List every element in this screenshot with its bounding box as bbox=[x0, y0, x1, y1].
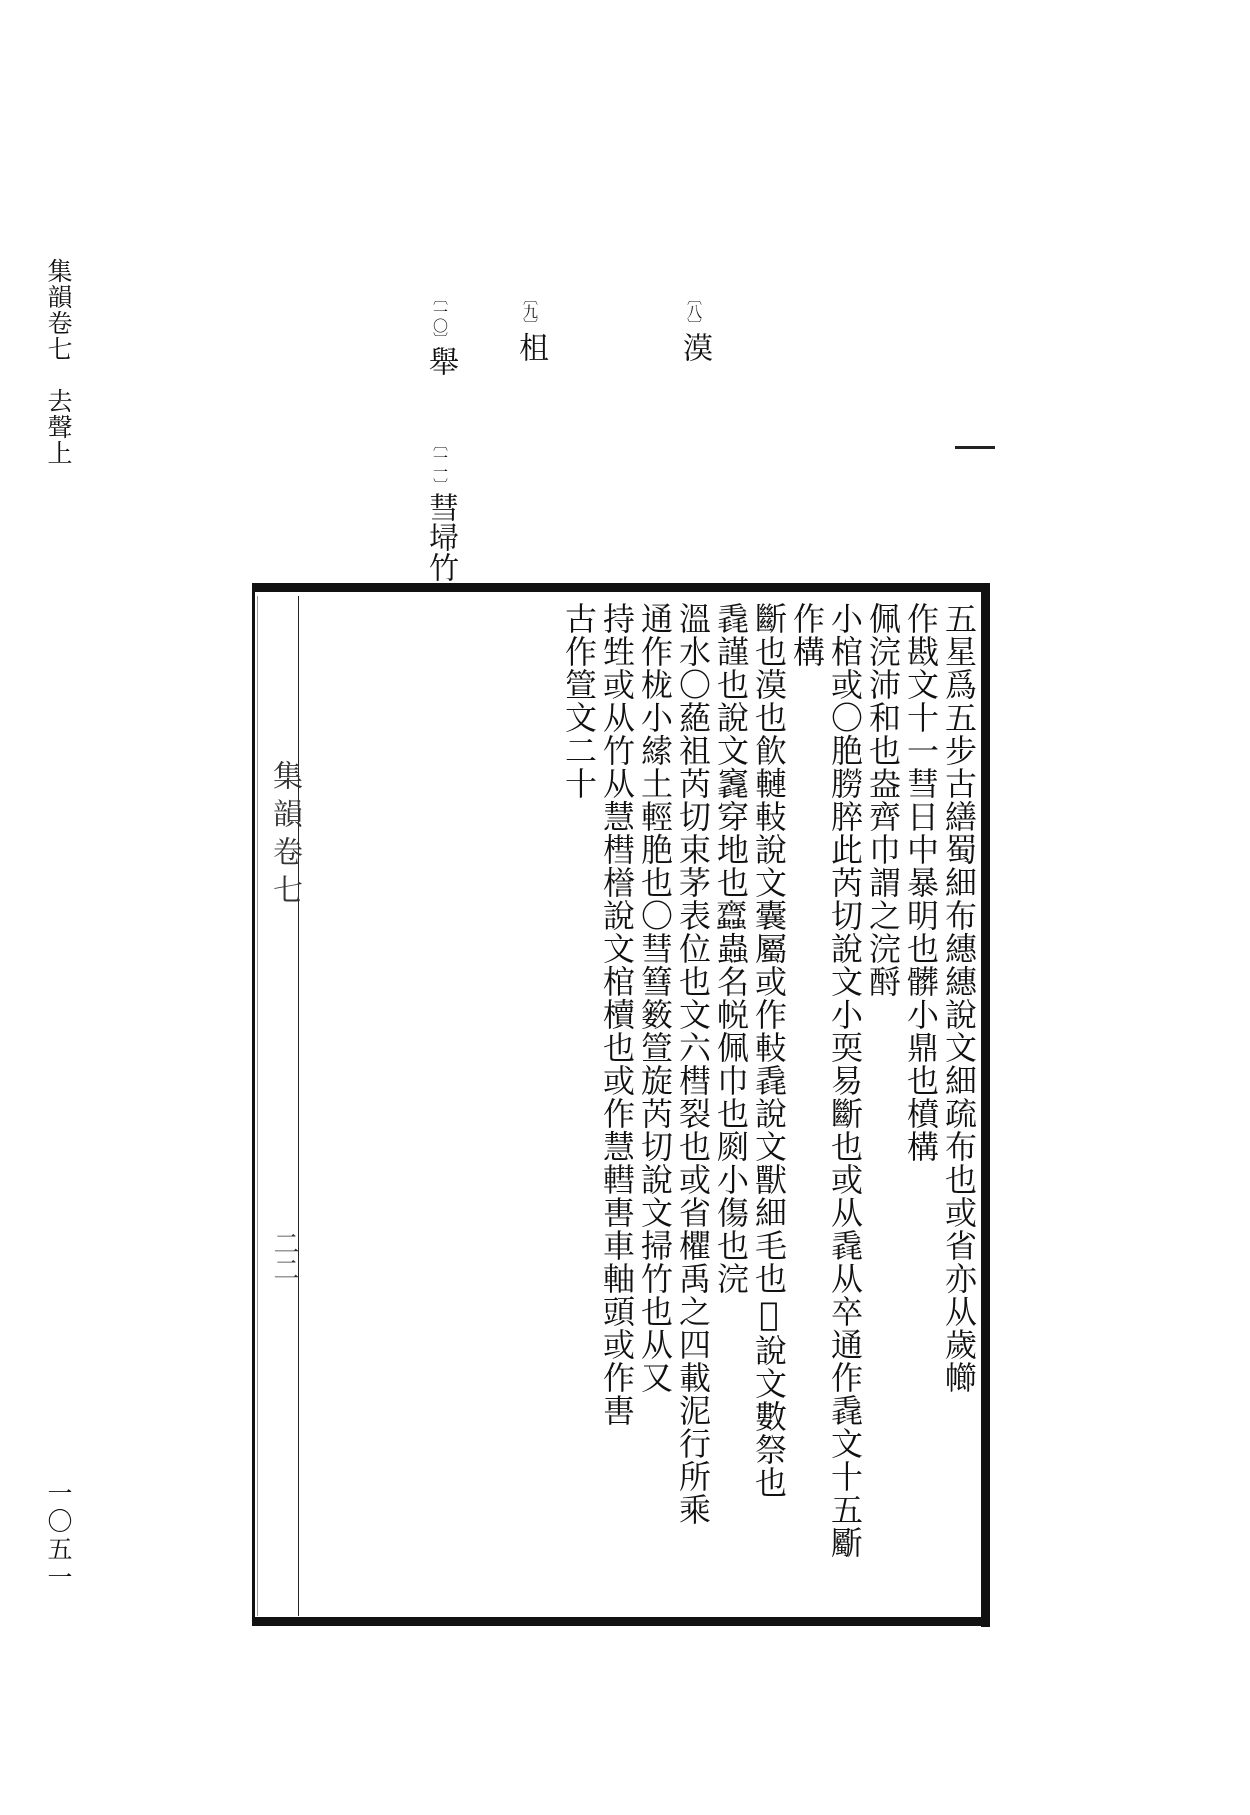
text-column bbox=[674, 596, 712, 1616]
column-text: 毳謹也說文竁穿地也𧖊蟲名帨佩巾也㓹小傷也浣 bbox=[712, 602, 750, 1295]
spine-title: 集韻卷七 bbox=[267, 760, 302, 912]
text-column bbox=[750, 596, 788, 1616]
collation-note-8 bbox=[672, 290, 716, 362]
column-text: 古作箮文二十 bbox=[560, 602, 598, 800]
collation-note-11 bbox=[418, 436, 462, 582]
frame-border-bottom bbox=[252, 1617, 990, 1626]
running-head: 集韻卷七 去聲上 bbox=[44, 258, 73, 466]
column-text: 持甡或从竹从慧槥𣚞說文棺櫝也或作慧轊軎車軸頭或作軎 bbox=[598, 602, 636, 1427]
collation-note-10 bbox=[418, 290, 462, 376]
text-column bbox=[560, 596, 598, 1616]
column-text: 通作栊小䌇土輕脃也〇彗篲䉤箮旋芮切說文掃竹也从又 bbox=[636, 602, 674, 1394]
text-column bbox=[788, 596, 826, 1616]
text-column bbox=[864, 596, 902, 1616]
note-tag: 〔一〇〕 bbox=[431, 290, 449, 346]
note-text: 彗埽竹 bbox=[423, 492, 458, 582]
column-text: 五星爲五步古繕蜀細布繐繐說文細疏布也或省亦从歲幯 bbox=[940, 602, 978, 1394]
note-text: 柤 bbox=[513, 332, 548, 362]
frame-border-right bbox=[981, 583, 990, 1627]
page-number: 一〇五一 bbox=[44, 1480, 73, 1592]
text-column bbox=[902, 596, 940, 1616]
column-text: 作構 bbox=[788, 602, 826, 668]
text-column bbox=[598, 596, 636, 1616]
main-text-block bbox=[294, 596, 978, 1616]
spine-number: 二二 bbox=[269, 1230, 299, 1282]
text-column bbox=[636, 596, 674, 1616]
text-column bbox=[940, 596, 978, 1616]
column-text: 溫水〇蕝祖芮切束茅表位也文六槥裂也或省欋禹之四載泥行所乘 bbox=[674, 602, 712, 1526]
note-text: 漠 bbox=[677, 332, 712, 362]
margin-mark bbox=[955, 446, 995, 449]
text-column bbox=[712, 596, 750, 1616]
note-text: 舉 bbox=[423, 346, 458, 376]
collation-note-9 bbox=[508, 290, 552, 362]
column-text: 佩浣沛和也盎齊巾謂之浣酹 bbox=[864, 602, 902, 998]
note-tag: 〔八〕 bbox=[685, 290, 703, 332]
frame-border-top bbox=[252, 583, 990, 592]
text-column bbox=[826, 596, 864, 1616]
note-tag: 〔九〕 bbox=[521, 290, 539, 332]
column-text: 小棺或〇脃朥脺此芮切說文小耎易斷也或从毳从卒通作毳文十五斸 bbox=[826, 602, 864, 1559]
column-text: 斷也漠也飮轋軙說文囊屬或作軙毳說文獸細毛也𣮨說文數祭也 bbox=[750, 602, 788, 1499]
block-spine bbox=[257, 596, 299, 1616]
note-tag: 〔一一〕 bbox=[431, 436, 449, 492]
column-text: 作戡文十一彗日中暴明也髒小鼎也橨構 bbox=[902, 602, 940, 1163]
